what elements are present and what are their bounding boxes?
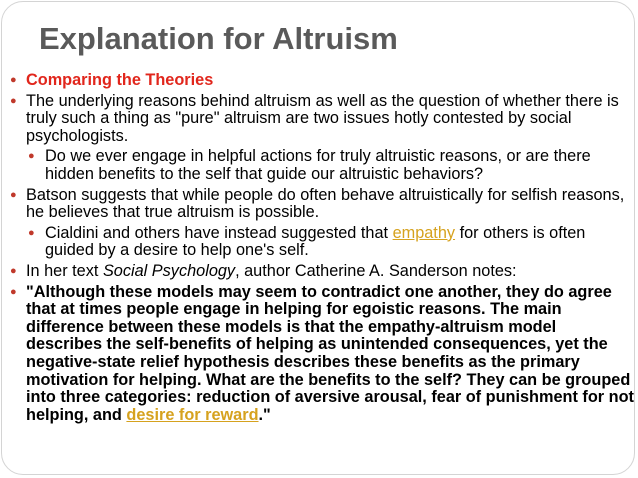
bullet-dot-icon: ● [28,226,35,239]
section-heading: Comparing the Theories [26,71,214,89]
sub-bullet-item [8,148,634,183]
bullet-dot-icon: ● [10,285,17,298]
bullet-dot-icon: ● [28,150,35,163]
quote-bullet-item [8,284,634,425]
bullet-text: In her text [26,261,99,280]
empathy-link[interactable]: empathy [392,223,456,242]
bullet-text: Cialdini and others have instead suggested that [45,223,389,242]
quote-text: "Although these models may seem to contradict one another, they do agree that at times people engage in helping for egoistic reasons. The main difference between these models is that the empathy-altruism model describes the self-benefits of helping as unintended consequences, yet the negative-state relief hypothesis describes these benefits as the primary motivation for helping. What are the benefits to the self? They can be grouped into three categories: reduction of aversive arousal, fear of punishment for not helping, and [26,282,634,424]
bullet-dot-icon: ● [10,188,17,201]
bullet-item [8,263,634,281]
bullet-item [8,72,634,90]
bullet-text: Batson suggests that while people do often behave altruistically for selfish reasons, he believes that true altruism is possible. [26,185,625,222]
bullet-text: for others is often guided by a desire to help one's self. [45,223,586,260]
bullet-text: Do we ever engage in helpful actions for truly altruistic reasons, or are there hidden benefits to the self that guide our altruistic behaviors? [45,147,591,183]
bullet-dot-icon: ● [10,94,17,107]
book-title: Social Psychology [102,261,236,280]
bullet-dot-icon: ● [10,264,17,277]
sub-bullet-item [8,225,634,260]
bullet-dot-icon: ● [10,74,17,86]
quote-text: ." [258,405,271,424]
bullet-item [8,187,634,222]
slide-title: Explanation for Altruism [39,21,398,56]
desire-for-reward-link[interactable]: desire for reward [126,405,259,424]
bullet-text: The underlying reasons behind altruism as well as the question of whether there is truly such a thing as "pure" altruism are two issues hotly contested by social psychologists. [26,91,619,145]
bullet-list [8,72,634,427]
bullet-text: , author Catherine A. Sanderson notes: [235,261,517,280]
bullet-item [8,93,634,146]
